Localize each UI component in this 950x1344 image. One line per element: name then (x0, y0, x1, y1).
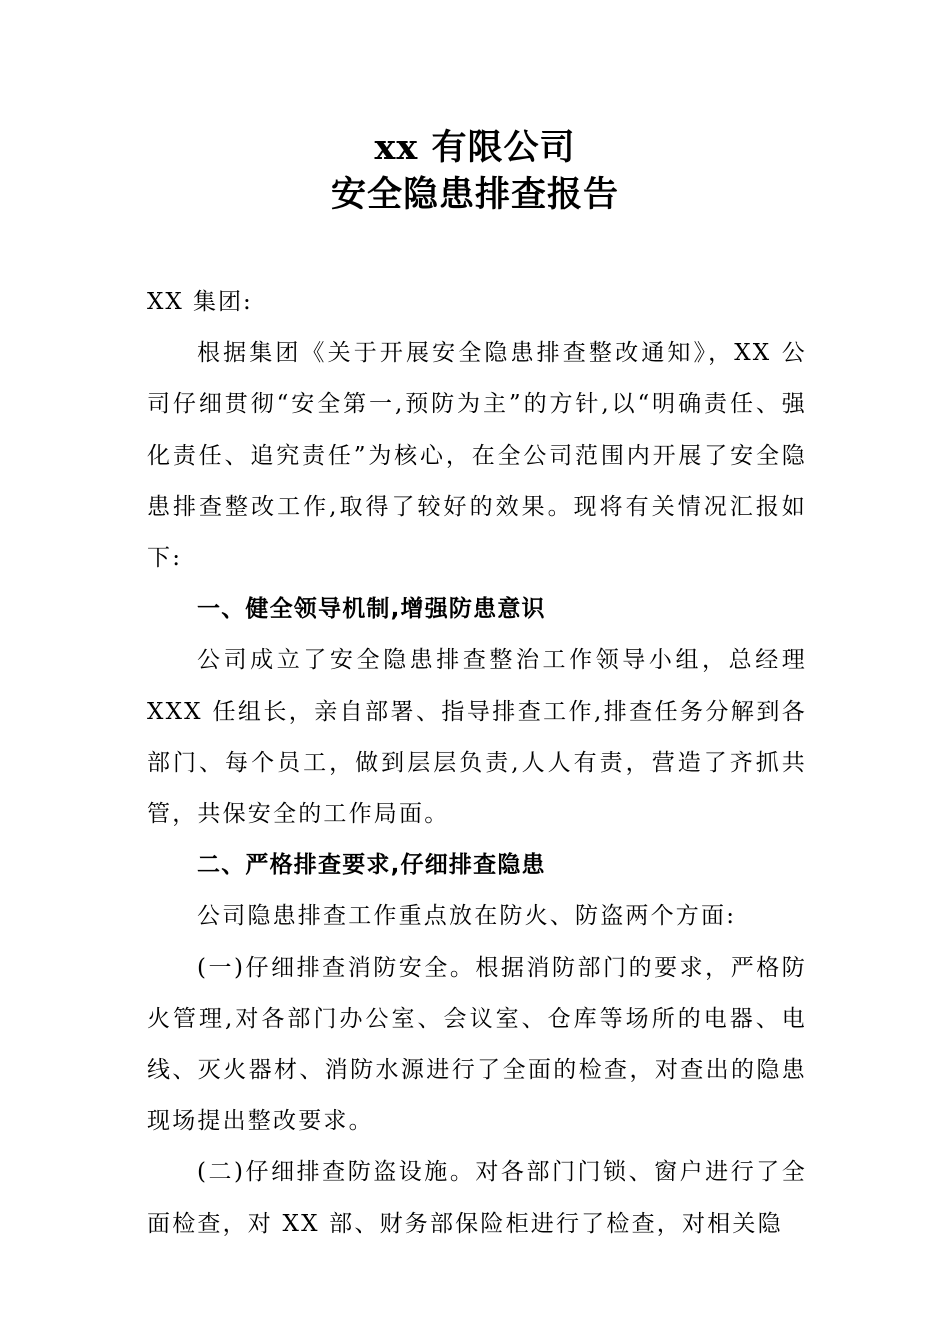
section-2-heading: 二、严格排查要求,仔细排查隐患 (197, 852, 546, 879)
salutation: XX 集团: (147, 289, 253, 315)
section-1-paragraph: 公司成立了安全隐患排查整治工作领导小组，总经理 XXX 任组长，亲自部署、指导排查工作,排查任务分解到各部门、每个员工，做到层层负责,人人有责，营造了齐抓共管，共保安全的工作局面。 (147, 647, 807, 828)
document-title (0, 124, 950, 218)
section-1-heading: 一、健全领导机制,增强防患意识 (197, 596, 546, 623)
intro-paragraph: 根据集团《关于开展安全隐患排查整改通知》，XX 公司仔细贯彻“安全第一,预防为主”的方针,以“明确责任、强化责任、追究责任”为核心，在全公司范围内开展了安全隐患排查整改工作,取得了较好的效果。现将有关情况汇报如下: (147, 340, 807, 572)
section-2-item-2: (二)仔细排查防盗设施。对各部门门锁、窗户进行了全面检查，对 XX 部、财务部保险柜进行了检查，对相关隐 (147, 1159, 807, 1237)
document-body (147, 277, 807, 1250)
section-2-intro-paragraph: 公司隐患排查工作重点放在防火、防盗两个方面: (197, 903, 737, 930)
section-2-item-1: (一)仔细排查消防安全。根据消防部门的要求，严格防火管理,对各部门办公室、会议室、仓库等场所的电器、电线、灭火器材、消防水源进行了全面的检查，对查出的隐患现场提出整改要求。 (147, 954, 807, 1135)
report-title: 安全隐患排查报告 (330, 174, 619, 215)
company-name-title: xx 有限公司 (374, 127, 576, 168)
